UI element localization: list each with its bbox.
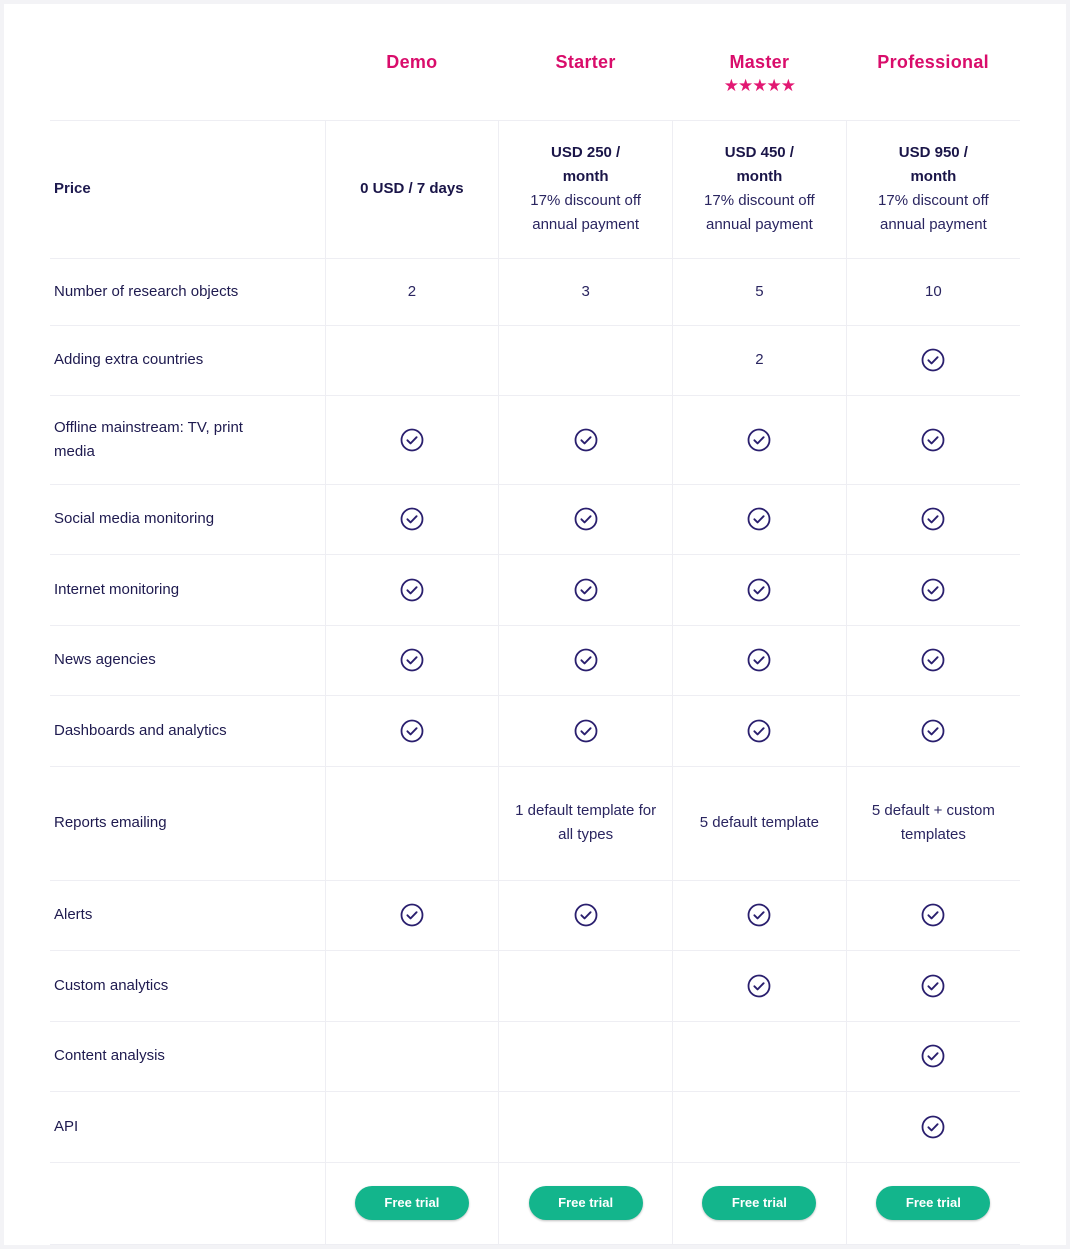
feature-cell-starter [499,625,673,695]
plan-header-master [673,4,847,120]
check-circle-icon [921,1115,945,1139]
feature-cell-professional [846,766,1020,880]
feature-cell-master [673,1091,847,1162]
plan-header-starter [499,4,673,120]
plan-header-professional [846,4,1020,120]
feature-cell-demo [325,395,499,484]
feature-value: 3 [581,282,590,300]
feature-cell-demo [325,1091,499,1162]
check-circle-icon [574,428,598,452]
price-cell-professional [846,120,1020,258]
plan-header-row [50,4,1020,120]
check-circle-icon [747,903,771,927]
feature-cell-demo [325,766,499,880]
feature-row [50,1021,1020,1091]
feature-label: News agencies [50,625,325,695]
free-trial-button-starter[interactable]: Free trial [529,1186,643,1220]
feature-cell-starter [499,395,673,484]
check-circle-icon [400,578,424,602]
header-spacer [50,4,325,120]
check-circle-icon [574,578,598,602]
plan-name: Demo [386,52,438,72]
cta-cell-professional [846,1162,1020,1244]
feature-cell-starter [499,325,673,395]
feature-label: Adding extra countries [50,325,325,395]
check-circle-icon [747,578,771,602]
feature-cell-professional [846,395,1020,484]
feature-cell-demo [325,258,499,325]
check-circle-icon [921,903,945,927]
feature-cell-master [673,880,847,950]
price-cell-starter [499,120,673,258]
check-circle-icon [400,903,424,927]
plan-name: Master [729,52,790,72]
star-rating-icon: ★★★★★ [723,76,795,95]
feature-cell-professional [846,625,1020,695]
feature-cell-professional [846,554,1020,625]
cta-cell-starter [499,1162,673,1244]
free-trial-button-master[interactable]: Free trial [702,1186,816,1220]
feature-cell-professional [846,695,1020,766]
free-trial-button-professional[interactable]: Free trial [876,1186,990,1220]
feature-row [50,880,1020,950]
feature-label: Social media monitoring [50,484,325,554]
free-trial-button-demo[interactable]: Free trial [355,1186,469,1220]
feature-value: 2 [755,351,764,368]
feature-cell-master [673,766,847,880]
feature-row [50,695,1020,766]
check-circle-icon [400,719,424,743]
feature-label: Dashboards and analytics [50,695,325,766]
feature-cell-demo [325,695,499,766]
check-circle-icon [574,648,598,672]
feature-value: 5 default template [699,814,819,831]
feature-value: 5 default + custom templates [871,802,995,843]
feature-cell-master [673,950,847,1021]
feature-cell-master [673,395,847,484]
check-circle-icon [747,648,771,672]
check-circle-icon [921,648,945,672]
check-circle-icon [921,348,945,372]
feature-cell-master [673,625,847,695]
feature-cell-demo [325,880,499,950]
feature-cell-demo [325,554,499,625]
check-circle-icon [574,719,598,743]
check-circle-icon [400,648,424,672]
feature-label: Price [50,120,325,258]
feature-cell-starter [499,1091,673,1162]
feature-cell-master [673,1021,847,1091]
feature-row [50,395,1020,484]
check-circle-icon [921,974,945,998]
check-circle-icon [574,507,598,531]
feature-cell-professional [846,1021,1020,1091]
feature-cell-starter [499,950,673,1021]
check-circle-icon [747,428,771,452]
feature-cell-starter [499,1021,673,1091]
check-circle-icon [921,507,945,531]
feature-cell-professional [846,950,1020,1021]
feature-label: Internet monitoring [50,554,325,625]
feature-cell-starter [499,258,673,325]
feature-row [50,1091,1020,1162]
check-circle-icon [574,903,598,927]
feature-row [50,258,1020,325]
cta-cell-demo [325,1162,499,1244]
feature-label: Reports emailing [50,766,325,880]
feature-cell-starter [499,554,673,625]
feature-label: Custom analytics [50,950,325,1021]
check-circle-icon [747,507,771,531]
check-circle-icon [747,719,771,743]
price-discount: 17% discount off annual payment [530,192,641,233]
check-circle-icon [921,719,945,743]
feature-row [50,325,1020,395]
feature-row [50,554,1020,625]
price-discount: 17% discount off annual payment [878,192,989,233]
feature-cell-starter [499,484,673,554]
feature-label: Alerts [50,880,325,950]
feature-cell-professional [846,484,1020,554]
pricing-table [50,4,1020,1245]
price-amount: USD 450 / month [724,144,794,185]
price-amount: 0 USD / 7 days [360,180,464,197]
feature-cell-professional [846,258,1020,325]
feature-value: 1 default template for all types [515,802,657,843]
price-discount: 17% discount off annual payment [704,192,815,233]
feature-row [50,484,1020,554]
feature-row [50,766,1020,880]
feature-cell-professional [846,325,1020,395]
feature-value: 2 [407,282,417,300]
plan-header-demo [325,4,499,120]
check-circle-icon [400,507,424,531]
feature-cell-master [673,258,847,325]
feature-row [50,625,1020,695]
check-circle-icon [921,428,945,452]
feature-cell-demo [325,950,499,1021]
feature-cell-master [673,554,847,625]
feature-cell-starter [499,766,673,880]
feature-row [50,950,1020,1021]
pricing-card [4,4,1066,1245]
feature-cell-master [673,325,847,395]
feature-cell-demo [325,1021,499,1091]
price-amount: USD 950 / month [898,144,968,185]
feature-cell-starter [499,695,673,766]
feature-cell-master [673,695,847,766]
feature-value: 5 [755,282,764,300]
plan-name: Starter [555,52,616,72]
feature-label: API [50,1091,325,1162]
plan-name: Professional [877,52,989,72]
feature-cell-demo [325,484,499,554]
price-cell-master [673,120,847,258]
feature-cell-demo [325,325,499,395]
feature-cell-demo [325,625,499,695]
check-circle-icon [921,1044,945,1068]
feature-cell-starter [499,880,673,950]
cta-spacer [50,1162,325,1244]
cta-row [50,1162,1020,1244]
price-amount: USD 250 / month [551,144,621,185]
check-circle-icon [921,578,945,602]
feature-value: 10 [925,282,942,300]
feature-cell-professional [846,880,1020,950]
price-cell-demo [325,120,499,258]
feature-cell-master [673,484,847,554]
feature-label: Content analysis [50,1021,325,1091]
feature-label: Offline mainstream: TV, print media [50,395,325,484]
check-circle-icon [400,428,424,452]
feature-cell-professional [846,1091,1020,1162]
feature-label: Number of research objects [50,258,325,325]
price-row [50,120,1020,258]
cta-cell-master [673,1162,847,1244]
check-circle-icon [747,974,771,998]
